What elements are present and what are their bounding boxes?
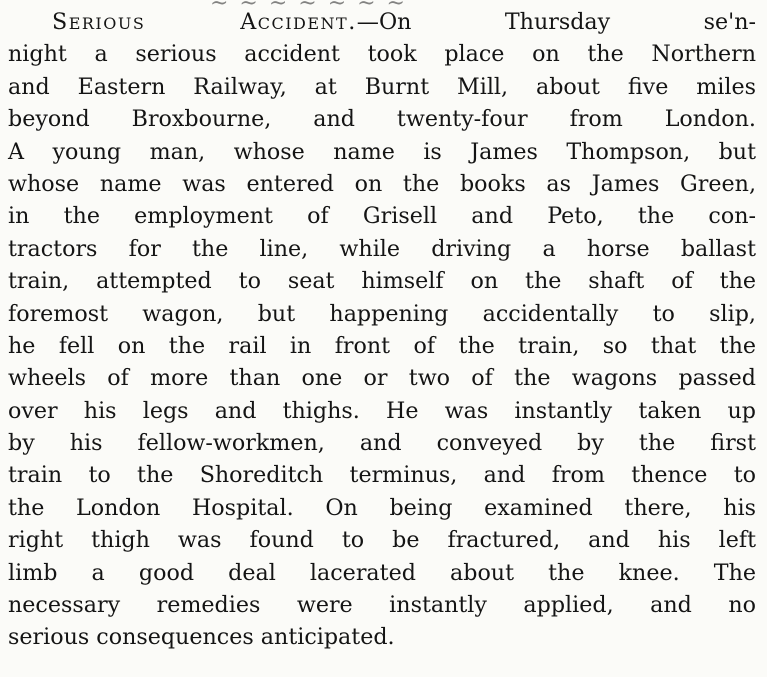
article-line: limb a good deal lacerated about the knee. The [8, 559, 756, 586]
article-line: and Eastern Railway, at Burnt Mill, about five miles [8, 73, 756, 100]
article-line: in the employment of Grisell and Peto, the con- [8, 203, 756, 230]
article-line: beyond Broxbourne, and twenty-four from London. [8, 106, 756, 133]
article-line: train to the Shoreditch terminus, and from thence to [8, 462, 756, 489]
article-line: the London Hospital. On being examined there, his [8, 494, 756, 521]
article-line: whose name was entered on the books as James Green, [8, 170, 756, 197]
article-line: right thigh was found to be fractured, and his left [8, 527, 756, 554]
article-body [8, 6, 756, 654]
article-line: by his fellow-workmen, and conveyed by the first [8, 430, 756, 457]
cropped-previous-line: ~ ~ ~ ~ ~ ~ ~ [210, 0, 407, 16]
article-heading: Serious Accident. [52, 9, 357, 35]
article-line: train, attempted to seat himself on the shaft of the [8, 268, 756, 295]
article-line: tractors for the line, while driving a horse ballast [8, 235, 756, 262]
article-line-1 [8, 6, 756, 38]
article-line: foremost wagon, but happening accidentally to slip, [8, 300, 756, 327]
article-line: night a serious accident took place on the Northern [8, 41, 756, 68]
article-line: necessary remedies were instantly applied, and no [8, 592, 756, 619]
article-line: A young man, whose name is James Thompson, but [8, 138, 756, 165]
article-line-1-text: —On Thursday se'n- [356, 9, 756, 35]
article-line-last: serious consequences anticipated. [8, 624, 395, 651]
article-line: he fell on the rail in front of the train, so that the [8, 332, 756, 359]
article-line: wheels of more than one or two of the wagons passed [8, 365, 756, 392]
article-line: over his legs and thighs. He was instantly taken up [8, 397, 756, 424]
